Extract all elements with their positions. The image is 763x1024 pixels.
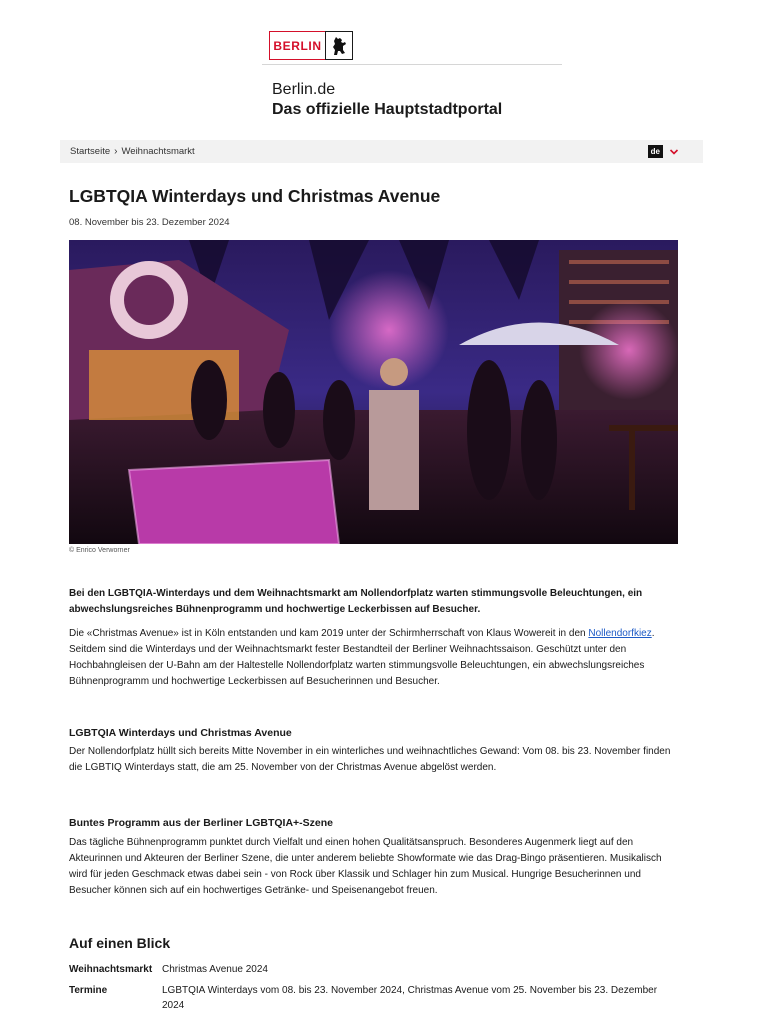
breadcrumb-current: Weihnachtsmarkt [121,146,195,157]
berlin-logo[interactable] [269,31,353,60]
glance-heading: Auf einen Blick [69,935,171,951]
article-lead: Bei den LGBTQIA-Winterdays und dem Weihnachtsmarkt am Nollendorfplatz warten stimmungsvolle Beleuchtungen, ein abwechslungsreiches Bühnenprogramm und hochwertige Leckerbissen auf Besucher. [69,588,643,615]
article-paragraph [69,626,681,690]
image-credit: © Enrico Verworner [69,547,130,554]
header-divider [262,64,562,65]
nollendorfkiez-link[interactable]: Nollendorfkiez [588,628,652,639]
paragraph-text: . Seitdem sind die Winterdays und der Weihnachtsmarkt fester Bestandteil der Berliner Weihnachtssaison. Geschützt unter den Hochbahngleisen der U-Bahn am der Haltestelle Nollendorfplatz warten stimmungsvolle Beleuchtungen, ein abwechslungsreiches Bühnenprogramm und hochwertige Leckerbissen auf Besucherinnen und Besucher. [69,628,655,687]
site-tagline: Das offizielle Hauptstadtportal [272,101,503,118]
fact-key: Termine [69,985,108,996]
table-row [69,962,689,977]
breadcrumb [60,140,703,163]
fact-value: LGBTQIA Winterdays vom 08. bis 23. November 2024, Christmas Avenue vom 25. November bis 23. Dezember 2024 [162,985,658,1011]
section-heading: Buntes Programm aus der Berliner LGBTQIA+-Szene [69,817,334,829]
fact-key: Weihnachtsmarkt [69,964,153,975]
language-badge: de [648,145,663,158]
logo-wordmark: BERLIN [269,31,325,60]
table-row [69,983,689,1013]
breadcrumb-home[interactable]: Startseite [70,146,111,157]
chevron-right-icon: › [114,146,118,157]
language-switcher[interactable] [648,145,679,158]
chevron-down-icon [669,147,679,157]
fact-value: Christmas Avenue 2024 [162,964,268,975]
site-name[interactable]: Berlin.de [272,81,336,98]
glance-table [69,962,689,1019]
paragraph-text: Die «Christmas Avenue» ist in Köln entstanden und kam 2019 unter der Schirmherrschaft von Klaus Wowereit in den [69,628,589,639]
section-text: Der Nollendorfplatz hüllt sich bereits Mitte November in ein winterliches und weihnachtliches Gewand: Vom 08. bis 23. November finden die LGBTIQ Winterdays statt, die am 25. November von der Christmas Avenue abgelöst werden. [69,746,671,773]
page-title: LGBTQIA Winterdays und Christmas Avenue [69,186,441,206]
section-text: Das tägliche Bühnenprogramm punktet durch Vielfalt und einen hohen Qualitätsanspruch. Besonderes Augenmerk liegt auf den Akteurinnen und Akteuren der Berliner Szene, die unter anderem beliebte Showformate wie das Drag-Bingo präsentieren. Musikalisch wird für jeden Geschmack etwas dabei sein - von Rock über Klassik und Schlager hin zum Musical. Hungrige Besucherinnen und Besucher können sich auf ein hochwertiges Getränke- und Speisenangebot freuen. [69,837,662,896]
hero-image [69,240,678,544]
berlin-bear-icon [325,31,353,60]
section-heading: LGBTQIA Winterdays und Christmas Avenue [69,727,292,739]
event-date: 08. November bis 23. Dezember 2024 [69,217,230,228]
